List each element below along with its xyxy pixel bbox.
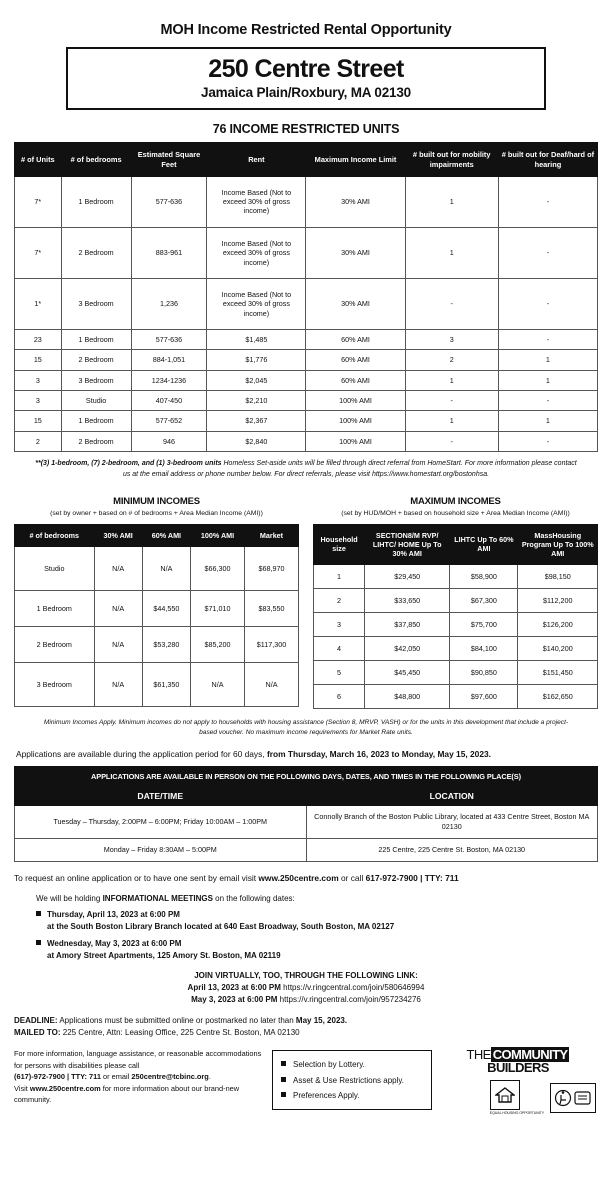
col-rent: Rent <box>207 143 306 177</box>
cell-units: 3 <box>15 370 62 390</box>
table-row <box>314 636 598 660</box>
cell-bedrooms: 1 Bedroom <box>61 411 131 431</box>
virtual-link[interactable]: https://v.ringcentral.com/join/580646994 <box>280 983 425 993</box>
table-row <box>314 684 598 708</box>
virtual-heading: JOIN VIRTUALLY, TOO, THROUGH THE FOLLOWING LINK: <box>194 971 418 981</box>
cell-masshousing: $98,150 <box>518 564 598 588</box>
cell-30ami: N/A <box>94 590 142 626</box>
cell-section8: $37,850 <box>365 612 450 636</box>
cell-max-income: 30% AMI <box>306 176 405 227</box>
col-bedrooms: # of bedrooms <box>61 143 131 177</box>
page-title: MOH Income Restricted Rental Opportunity <box>160 22 452 38</box>
cell-market: $117,300 <box>245 626 299 662</box>
cell-bedrooms: 3 Bedroom <box>15 662 95 706</box>
units-table <box>14 142 598 452</box>
cell-60ami: N/A <box>142 546 190 590</box>
cell-60ami: $44,550 <box>142 590 190 626</box>
col-section8: SECTION8/M RVP/ LIHTC/ HOME Up To 30% AMI <box>365 524 450 564</box>
locations-banner: APPLICATIONS ARE AVAILABLE IN PERSON ON THE FOLLOWING DAYS, DATES, AND TIMES IN THE FOLLOWING PLACE(S) <box>15 766 598 786</box>
cell-sqft: 407-450 <box>131 391 207 411</box>
cell-lihtc60: $75,700 <box>450 612 518 636</box>
meetings-intro <box>36 894 598 903</box>
cell-deaf: 1 <box>498 370 597 390</box>
min-incomes-table <box>14 524 299 707</box>
cell-lihtc60: $84,100 <box>450 636 518 660</box>
cell-bedrooms: Studio <box>15 546 95 590</box>
table-row <box>15 626 299 662</box>
col-60ami: 60% AMI <box>142 524 190 546</box>
incomes-section <box>14 496 598 709</box>
col-household-size: Household size <box>314 524 365 564</box>
cell-masshousing: $151,450 <box>518 660 598 684</box>
table-header-row <box>314 524 598 564</box>
cell-lihtc60: $67,300 <box>450 588 518 612</box>
cell-household-size: 3 <box>314 612 365 636</box>
cell-rent: $2,045 <box>207 370 306 390</box>
table-row <box>15 227 598 278</box>
cell-household-size: 1 <box>314 564 365 588</box>
cell-market: $83,550 <box>245 590 299 626</box>
cell-deaf: - <box>498 391 597 411</box>
cell-60ami: $53,280 <box>142 626 190 662</box>
cell-units: 7* <box>15 227 62 278</box>
col-30ami: 30% AMI <box>94 524 142 546</box>
accessibility-icons <box>550 1083 596 1113</box>
cell-mobility: - <box>405 391 498 411</box>
cell-location: Connolly Branch of the Boston Public Library, located at 433 Centre Street, Boston MA 02130 <box>306 805 598 838</box>
footer-visit-suffix: for more information about our brand-new community. <box>14 1083 240 1105</box>
table-row <box>15 176 598 227</box>
cell-masshousing: $140,200 <box>518 636 598 660</box>
cell-household-size: 2 <box>314 588 365 612</box>
cell-mobility: 1 <box>405 176 498 227</box>
cell-sqft: 1,236 <box>131 278 207 329</box>
col-deaf: # built out for Deaf/hard of hearing <box>498 143 597 177</box>
cell-sqft: 1234-1236 <box>131 370 207 390</box>
locations-table <box>14 766 598 862</box>
equal-housing-caption: EQUAL HOUSING OPPORTUNITY <box>489 1111 544 1116</box>
table-row <box>314 612 598 636</box>
footer-or-email: or email <box>100 1072 132 1082</box>
cell-household-size: 6 <box>314 684 365 708</box>
tcb-logo-builders: BUILDERS <box>487 1060 549 1076</box>
cell-deaf: 1 <box>498 411 597 431</box>
cell-max-income: 100% AMI <box>306 431 405 451</box>
cell-mobility: 1 <box>405 227 498 278</box>
cell-location: 225 Centre, 225 Centre St. Boston, MA 02130 <box>306 838 598 861</box>
meeting-item <box>36 938 598 961</box>
cell-rent: Income Based (Not to exceed 30% of gross income) <box>207 176 306 227</box>
notices-box <box>272 1050 432 1110</box>
deadline-date: May 15, 2023. <box>295 1016 348 1026</box>
notice-text: Preferences Apply. <box>293 1090 360 1100</box>
footer-email[interactable]: 250centre@tcbinc.org <box>131 1072 209 1082</box>
deadline-text: Applications must be submitted online or postmarked no later than <box>57 1016 296 1026</box>
table-row <box>15 370 598 390</box>
meeting-date: Thursday, April 13, 2023 at 6:00 PM <box>47 910 180 919</box>
cell-sqft: 577-636 <box>131 176 207 227</box>
cell-100ami: $66,300 <box>191 546 245 590</box>
cell-deaf: - <box>498 278 597 329</box>
cell-masshousing: $112,200 <box>518 588 598 612</box>
cell-rent: Income Based (Not to exceed 30% of gross income) <box>207 227 306 278</box>
logo-section <box>440 1048 598 1115</box>
cell-bedrooms: 3 Bedroom <box>61 278 131 329</box>
cell-section8: $48,800 <box>365 684 450 708</box>
col-location: LOCATION <box>306 786 598 805</box>
cell-max-income: 60% AMI <box>306 370 405 390</box>
cell-units: 15 <box>15 411 62 431</box>
cell-sqft: 883-961 <box>131 227 207 278</box>
table-row <box>15 350 598 370</box>
min-incomes-sub: (set by owner + based on # of bedrooms + Area Median Income (AMI)) <box>50 510 263 518</box>
cell-deaf: 1 <box>498 350 597 370</box>
cell-market: N/A <box>245 662 299 706</box>
cell-mobility: 1 <box>405 411 498 431</box>
cell-mobility: 2 <box>405 350 498 370</box>
meeting-date: Wednesday, May 3, 2023 at 6:00 PM <box>47 939 182 949</box>
cell-mobility: 1 <box>405 370 498 390</box>
table-row <box>314 660 598 684</box>
units-footnote <box>32 459 580 480</box>
wheelchair-and-tty-icon <box>553 1088 593 1108</box>
house-icon <box>495 1086 515 1104</box>
meetings-intro-bold: INFORMATIONAL MEETINGS <box>102 894 213 903</box>
request-website[interactable]: www.250centre.com <box>258 873 339 883</box>
cell-max-income: 30% AMI <box>306 227 405 278</box>
cell-bedrooms: 1 Bedroom <box>15 590 95 626</box>
cell-masshousing: $162,650 <box>518 684 598 708</box>
cell-100ami: N/A <box>191 662 245 706</box>
table-row <box>314 588 598 612</box>
footer-period: . <box>208 1072 211 1082</box>
bullet-square-icon <box>281 1092 286 1097</box>
min-incomes-col <box>14 496 299 709</box>
cell-rent: Income Based (Not to exceed 30% of gross income) <box>207 278 306 329</box>
cell-bedrooms: 2 Bedroom <box>61 431 131 451</box>
table-header-row <box>15 143 598 177</box>
cell-lihtc60: $97,600 <box>450 684 518 708</box>
cell-units: 15 <box>15 350 62 370</box>
cell-lihtc60: $58,900 <box>450 564 518 588</box>
table-row <box>15 590 299 626</box>
col-date-time: DATE/TIME <box>15 786 307 805</box>
col-market: Market <box>245 524 299 546</box>
mailed-to-address: 225 Centre, Attn: Leasing Office, 225 Centre St. Boston, MA 02130 <box>60 1028 300 1038</box>
cell-sqft: 577-636 <box>131 329 207 349</box>
table-row <box>15 662 299 706</box>
cell-100ami: $85,200 <box>191 626 245 662</box>
cell-bedrooms: 3 Bedroom <box>61 370 131 390</box>
cell-bedrooms: 2 Bedroom <box>15 626 95 662</box>
virtual-date: April 13, 2023 at 6:00 PM <box>187 983 281 993</box>
cell-section8: $29,450 <box>365 564 450 588</box>
cell-30ami: N/A <box>94 626 142 662</box>
tcb-logo-community: COMMUNITY <box>492 1047 568 1063</box>
table-banner-row <box>15 766 598 786</box>
cell-bedrooms: 2 Bedroom <box>61 350 131 370</box>
units-header: 76 INCOME RESTRICTED UNITS <box>212 122 400 137</box>
table-row <box>15 546 299 590</box>
meeting-item <box>36 909 598 932</box>
notice-item <box>281 1057 423 1072</box>
table-row <box>15 431 598 451</box>
table-row <box>15 329 598 349</box>
footnote-bold: **(3) 1-bedroom, (7) 2-bedroom, and (1) 3-bedroom units <box>35 460 222 468</box>
virtual-line <box>14 994 598 1006</box>
max-incomes-col <box>313 496 598 709</box>
footer-website[interactable]: www.250centre.com <box>29 1083 101 1093</box>
cell-masshousing: $126,200 <box>518 612 598 636</box>
cell-date-time: Tuesday – Thursday, 2:00PM – 6:00PM; Friday 10:00AM – 1:00PM <box>15 805 307 838</box>
tcb-logo <box>440 1048 596 1074</box>
col-sqft: Estimated Square Feet <box>131 143 207 177</box>
cell-rent: $2,210 <box>207 391 306 411</box>
equal-housing-icon <box>490 1080 520 1110</box>
apps-dates: from Thursday, March 16, 2023 to Monday, May 15, 2023. <box>266 748 491 759</box>
application-period-line <box>16 749 596 759</box>
cell-bedrooms: Studio <box>61 391 131 411</box>
deadline-block <box>14 1015 598 1039</box>
bullet-square-icon <box>281 1077 286 1082</box>
cell-deaf: - <box>498 227 597 278</box>
cell-rent: $2,840 <box>207 431 306 451</box>
col-100ami: 100% AMI <box>191 524 245 546</box>
footer-contact-info <box>14 1048 264 1105</box>
mailed-to-label: MAILED TO: <box>14 1028 61 1038</box>
meetings-intro-suffix: on the following dates: <box>212 894 295 903</box>
cell-deaf: - <box>498 329 597 349</box>
cell-mobility: - <box>405 431 498 451</box>
cell-mobility: 3 <box>405 329 498 349</box>
col-units: # of Units <box>15 143 62 177</box>
cell-rent: $1,485 <box>207 329 306 349</box>
meetings-intro-prefix: We will be holding <box>36 894 103 903</box>
cell-units: 1* <box>15 278 62 329</box>
deadline-label: DEADLINE: <box>14 1016 58 1026</box>
cell-household-size: 4 <box>314 636 365 660</box>
table-row <box>15 805 598 838</box>
apps-prefix: Applications are available during the application period for 60 days, <box>16 748 267 759</box>
compliance-logos <box>440 1080 596 1115</box>
cell-sqft: 577-652 <box>131 411 207 431</box>
address-sub: Jamaica Plain/Roxbury, MA 02130 <box>201 85 411 101</box>
address-box <box>66 47 546 110</box>
minimum-incomes-note: Minimum Incomes Apply. Minimum incomes do not apply to households with housing assistance (Section 8, MRVP, VASH) or for the units in this development that include a project-based voucher. No maximum income requirements for Market Rate units. <box>43 718 569 736</box>
tcb-logo-the: THE <box>466 1047 491 1063</box>
table-header-row <box>15 786 598 805</box>
cell-max-income: 30% AMI <box>306 278 405 329</box>
table-row <box>15 838 598 861</box>
table-row <box>15 411 598 431</box>
cell-units: 7* <box>15 176 62 227</box>
cell-market: $68,970 <box>245 546 299 590</box>
footer-info-line1: For more information, language assistance, or reasonable accommodations for persons with disabilities please call <box>14 1049 262 1070</box>
notice-text: Selection by Lottery. <box>293 1060 365 1070</box>
bullet-square-icon <box>281 1061 286 1066</box>
virtual-date: May 3, 2023 at 6:00 PM <box>191 995 278 1005</box>
col-max-income: Maximum Income Limit <box>306 143 405 177</box>
table-row <box>314 564 598 588</box>
request-mid: or call <box>338 873 366 883</box>
footer-visit-prefix: Visit <box>14 1083 30 1093</box>
cell-rent: $1,776 <box>207 350 306 370</box>
cell-deaf: - <box>498 431 597 451</box>
table-row <box>15 391 598 411</box>
cell-mobility: - <box>405 278 498 329</box>
bullet-square-icon <box>36 911 41 916</box>
footnote-text: Homeless Set-aside units will be filled through direct referral from HomeStart. For more information please contact us at the email address or phone number below. For direct referrals, please visit https://www.homestart.org/bostonhsa. <box>122 460 577 478</box>
notice-item <box>281 1088 423 1103</box>
cell-section8: $45,450 <box>365 660 450 684</box>
cell-section8: $33,650 <box>365 588 450 612</box>
virtual-line <box>14 982 598 994</box>
equal-housing-logo <box>490 1080 544 1115</box>
max-incomes-table <box>313 524 598 709</box>
cell-bedrooms: 1 Bedroom <box>61 329 131 349</box>
cell-section8: $42,050 <box>365 636 450 660</box>
table-row <box>15 278 598 329</box>
max-incomes-sub: (set by HUD/MOH + based on household size + Area Median Income (AMI)) <box>341 510 570 518</box>
cell-30ami: N/A <box>94 662 142 706</box>
cell-units: 23 <box>15 329 62 349</box>
cell-bedrooms: 2 Bedroom <box>61 227 131 278</box>
table-header-row <box>15 524 299 546</box>
col-mobility: # built out for mobility impairments <box>405 143 498 177</box>
meeting-location: at Amory Street Apartments, 125 Amory St. Boston, MA 02119 <box>47 950 281 960</box>
cell-bedrooms: 1 Bedroom <box>61 176 131 227</box>
request-prefix: To request an online application or to have one sent by email visit <box>14 873 259 883</box>
cell-deaf: - <box>498 176 597 227</box>
cell-100ami: $71,010 <box>191 590 245 626</box>
notice-item <box>281 1073 423 1088</box>
cell-household-size: 5 <box>314 660 365 684</box>
col-masshousing: MassHousing Program Up To 100% AMI <box>518 524 598 564</box>
virtual-link[interactable]: https://v.ringcentral.com/join/957234276 <box>277 995 421 1005</box>
col-lihtc60: LIHTC Up To 60% AMI <box>450 524 518 564</box>
cell-60ami: $61,350 <box>142 662 190 706</box>
meeting-location: at the South Boston Library Branch located at 640 East Broadway, South Boston, MA 02127 <box>47 921 395 931</box>
footer-phone: (617)-972-7900 | TTY: 711 <box>14 1072 101 1082</box>
address-main: 250 Centre Street <box>208 55 404 83</box>
cell-30ami: N/A <box>94 546 142 590</box>
min-incomes-heading: MINIMUM INCOMES <box>113 496 200 508</box>
footer-section <box>14 1048 598 1115</box>
col-bedrooms: # of bedrooms <box>15 524 95 546</box>
cell-units: 2 <box>15 431 62 451</box>
cell-sqft: 884-1,051 <box>131 350 207 370</box>
cell-max-income: 100% AMI <box>306 391 405 411</box>
virtual-meeting-block <box>14 970 598 1006</box>
bullet-square-icon <box>36 940 41 945</box>
cell-lihtc60: $90,850 <box>450 660 518 684</box>
cell-rent: $2,367 <box>207 411 306 431</box>
cell-max-income: 100% AMI <box>306 411 405 431</box>
cell-max-income: 60% AMI <box>306 350 405 370</box>
cell-date-time: Monday – Friday 8:30AM – 5:00PM <box>15 838 307 861</box>
request-application-line <box>14 873 598 883</box>
cell-units: 3 <box>15 391 62 411</box>
request-phone: 617-972-7900 | TTY: 711 <box>365 873 459 883</box>
max-incomes-heading: MAXIMUM INCOMES <box>410 496 501 508</box>
notice-text: Asset & Use Restrictions apply. <box>293 1075 405 1085</box>
cell-sqft: 946 <box>131 431 207 451</box>
cell-max-income: 60% AMI <box>306 329 405 349</box>
